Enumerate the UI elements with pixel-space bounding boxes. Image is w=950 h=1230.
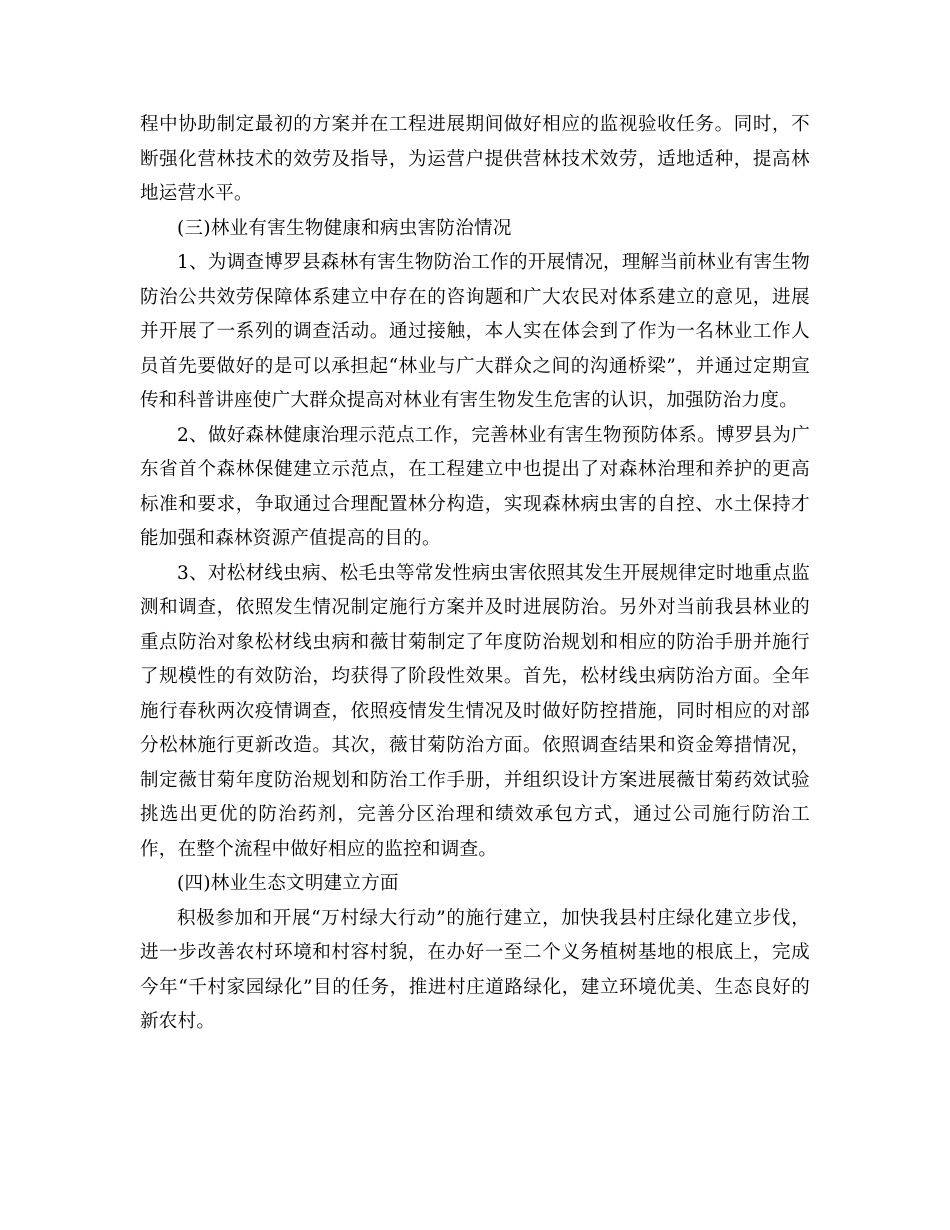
section-heading-ecology: (四)林业生态文明建立方面 — [177, 873, 399, 894]
section-heading-pest-control: (三)林业有害生物健康和病虫害防治情况 — [177, 217, 512, 239]
paragraph-forest-health-demo: 2、做好森林健康治理示范点工作，完善林业有害生物预防体系。博罗县为广东省首个森林保健建立示范点，在工程建立中也提出了对森林治理和养护的更高标准和要求，争取通过合理配置林分构造，实现森林病虫害的自控、水土保持才能加强和森林资源产值提高的目的。 — [140, 424, 810, 549]
paragraph-pest-monitoring: 3、对松材线虫病、松毛虫等常发性病虫害依照其发生开展规律定时地重点监测和调查，依照发生情况制定施行方案并及时进展防治。另外对当前我县林业的重点防治对象松材线虫病和薇甘菊制定了年度防治规划和相应的防治手册并施行了规模性的有效防治，均获得了阶段性效果。首先，松材线虫病防治方面。全年施行春秋两次疫情调查，依照疫情发生情况及时做好防控措施，同时相应的对部分松林施行更新改造。其次，薇甘菊防治方面。依照调查结果和资金筹措情况，制定薇甘菊年度防治规划和防治工作手册，并组织设计方案进展薇甘菊药效试验挑选出更优的防治药剂，完善分区治理和绩效承包方式，通过公司施行防治工作，在整个流程中做好相应的监控和调查。 — [140, 562, 810, 860]
paragraph-pest-survey: 1、为调查博罗县森林有害生物防治工作的开展情况，理解当前林业有害生物防治公共效劳保障体系建立中存在的咨询题和广大农民对体系建立的意见，进展并开展了一系列的调查活动。通过接触，本人实在体会到了作为一名林业工作人员首先要做好的是可以承担起“林业与广大群众之间的沟通桥梁”，并通过定期宣传和科普讲座使广大群众提高对林业有害生物发生危害的认识，加强防治力度。 — [140, 252, 810, 411]
paragraph-village-greening: 积极参加和开展“万村绿大行动”的施行建立，加快我县村庄绿化建立步伐，进一步改善农村环境和村容村貌，在办好一至二个义务植树基地的根底上，完成今年“千村家园绿化”目的任务，推进村庄道路绿化，建立环境优美、生态良好的新农村。 — [140, 907, 810, 1032]
paragraph-continuation: 程中协助制定最初的方案并在工程进展期间做好相应的监视验收任务。同时，不断强化营林技术的效劳及指导，为运营户提供营林技术效劳，适地适种，提高林地运营水平。 — [140, 114, 810, 204]
